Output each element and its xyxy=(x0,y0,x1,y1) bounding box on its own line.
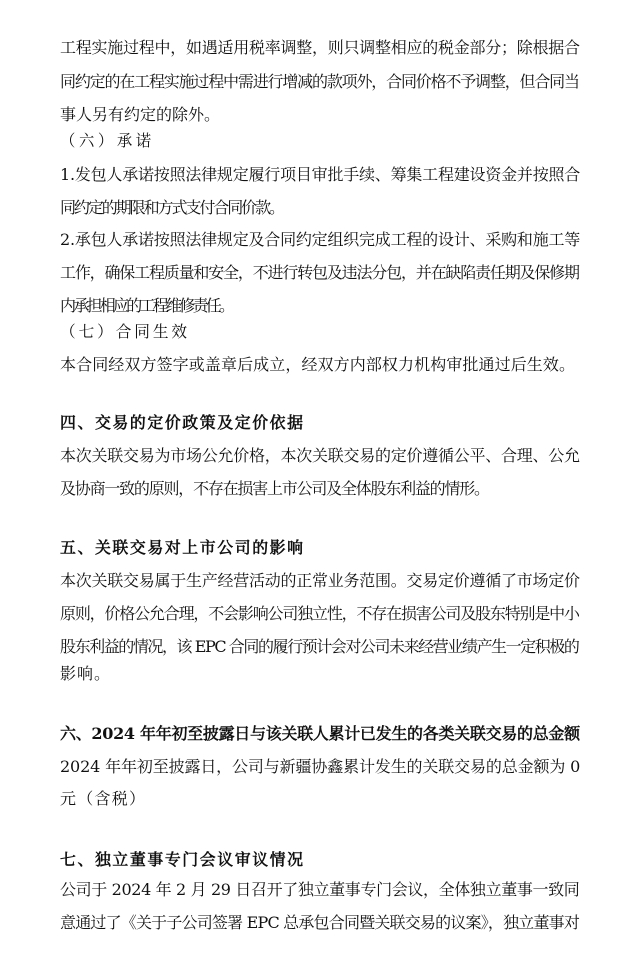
paragraph-line: 同约定的在工程实施过程中需进行增减的款项外，合同价格不予调整，但合同当 xyxy=(60,72,579,91)
paragraph-line: 意通过了《关于子公司签署 EPC 总承包合同暨关联交易的议案》，独立董事对 xyxy=(60,913,580,932)
paragraph-line: 元（含税） xyxy=(60,789,147,808)
paragraph-line: 本次关联交易为市场公允价格，本次关联交易的定价遵循公平、合理、公允 xyxy=(60,446,580,465)
paragraph-line: 原则，价格公允合理，不会影响公司独立性，不存在损害公司及股东特别是中小 xyxy=(60,604,579,623)
paragraph-line: 本合同经双方签字或盖章后成立，经双方内部权力机构审批通过后生效。 xyxy=(60,355,576,374)
paragraph-line: 工程实施过程中，如遇适用税率调整，则只调整相应的税金部分；除根据合 xyxy=(60,38,580,57)
subsection-heading: （七）合同生效 xyxy=(60,322,191,341)
paragraph-line: 及协商一致的原则，不存在损害上市公司及全体股东利益的情形。 xyxy=(60,479,489,498)
paragraph-line: 本次关联交易属于生产经营活动的正常业务范围。交易定价遵循了市场定价 xyxy=(60,571,580,590)
paragraph-line: 内承担相应的工程维修责任。 xyxy=(60,296,233,315)
subsection-heading: （六）承诺 xyxy=(60,131,155,150)
section-heading: 四、交易的定价政策及定价依据 xyxy=(60,413,305,432)
paragraph-line: 公司于 2024 年 2 月 29 日召开了独立董事专门会议，全体独立董事一致同 xyxy=(60,880,580,899)
paragraph-line: 股东利益的情况，该 EPC 合同的履行预计会对公司未来经营业绩产生一定积极的 xyxy=(60,637,579,656)
paragraph-line: 2024 年年初至披露日，公司与新疆协鑫累计发生的关联交易的总金额为 0 xyxy=(60,757,581,776)
paragraph-line: 同约定的期限和方式支付合同价款。 xyxy=(60,198,283,217)
section-heading: 五、关联交易对上市公司的影响 xyxy=(60,538,305,557)
paragraph-line: 1.发包人承诺按照法律规定履行项目审批手续、筹集工程建设资金并按照合 xyxy=(60,165,581,184)
paragraph-line: 2.承包人承诺按照法律规定及合同约定组织完成工程的设计、采购和施工等 xyxy=(60,230,581,249)
section-heading: 六、2024 年年初至披露日与该关联人累计已发生的各类关联交易的总金额 xyxy=(60,724,580,743)
paragraph-line: 影响。 xyxy=(60,664,112,683)
paragraph-line: 事人另有约定的除外。 xyxy=(60,105,221,124)
paragraph-line: 工作，确保工程质量和安全，不进行转包及违法分包，并在缺陷责任期及保修期 xyxy=(60,263,579,282)
section-heading: 七、独立董事专门会议审议情况 xyxy=(60,850,305,869)
